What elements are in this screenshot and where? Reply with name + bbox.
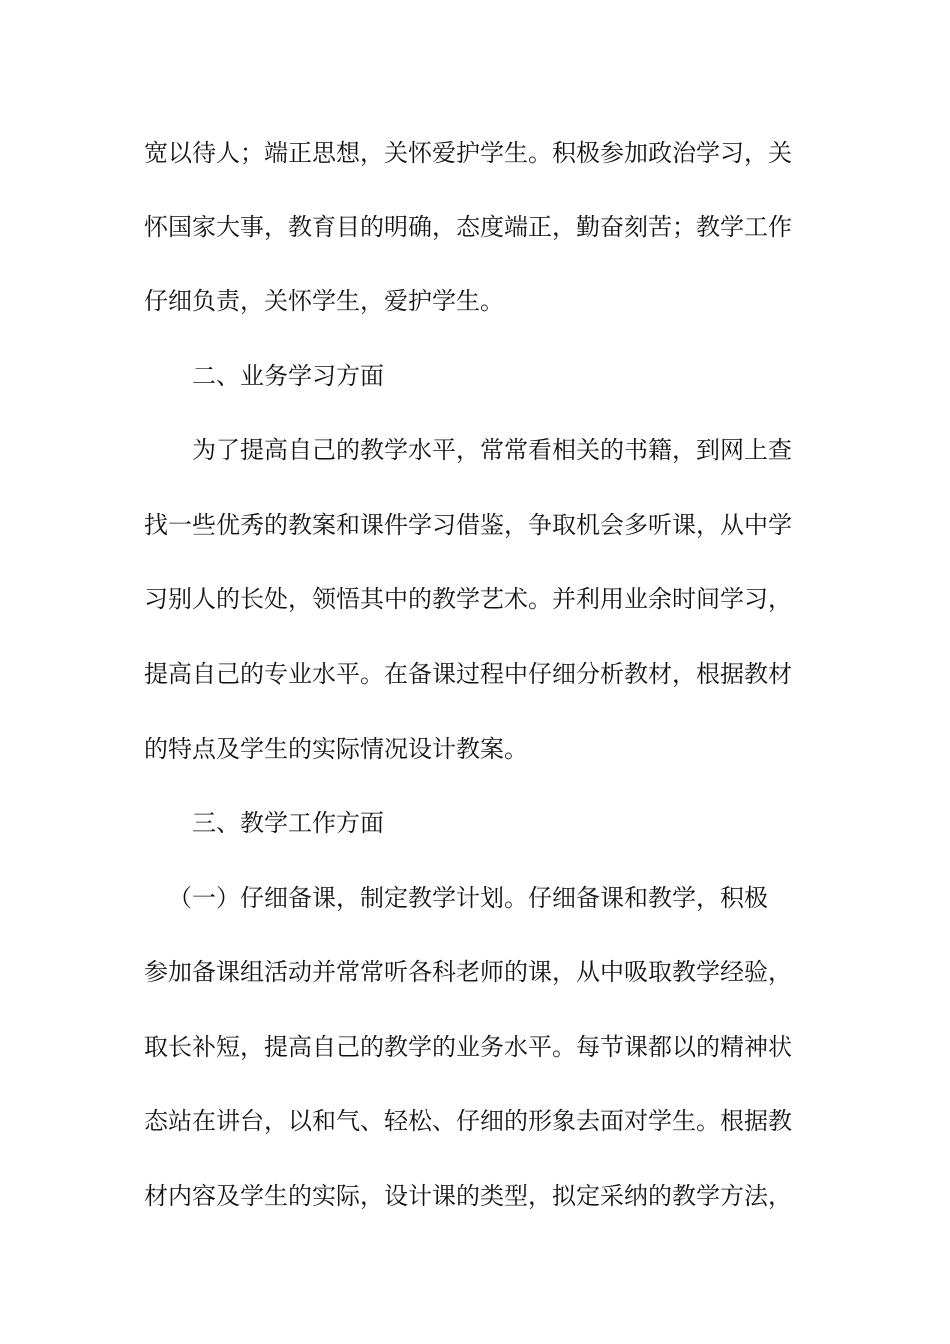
text-line: 取长补短，提高自己的教学的业务水平。每节课都以的精神状 bbox=[144, 1033, 792, 1061]
section-heading: 三、教学工作方面 bbox=[192, 809, 384, 837]
text-line: 找一些优秀的教案和课件学习借鉴，争取机会多听课，从中学 bbox=[144, 511, 792, 539]
text-line: 材内容及学生的实际，设计课的类型，拟定采纳的教学方法， bbox=[144, 1182, 792, 1210]
text-line: 参加备课组活动并常常听各科老师的课，从中吸取教学经验， bbox=[144, 958, 792, 986]
text-line: 的特点及学生的实际情况设计教案。 bbox=[144, 735, 528, 763]
text-line: （一）仔细备课，制定教学计划。仔细备课和教学，积极 bbox=[168, 884, 768, 912]
text-line: 仔细负责，关怀学生，爱护学生。 bbox=[144, 287, 504, 315]
text-line: 态站在讲台，以和气、轻松、仔细的形象去面对学生。根据教 bbox=[144, 1107, 792, 1135]
section-heading: 二、业务学习方面 bbox=[192, 362, 384, 390]
text-line: 宽以待人；端正思想，关怀爱护学生。积极参加政治学习，关 bbox=[144, 139, 792, 167]
text-line: 为了提高自己的教学水平，常常看相关的书籍，到网上查 bbox=[192, 436, 792, 464]
text-line: 怀国家大事，教育目的明确，态度端正，勤奋刻苦；教学工作 bbox=[144, 213, 792, 241]
text-line: 习别人的长处，领悟其中的教学艺术。并利用业余时间学习， bbox=[144, 585, 792, 613]
text-line: 提高自己的专业水平。在备课过程中仔细分析教材，根据教材 bbox=[144, 660, 792, 688]
